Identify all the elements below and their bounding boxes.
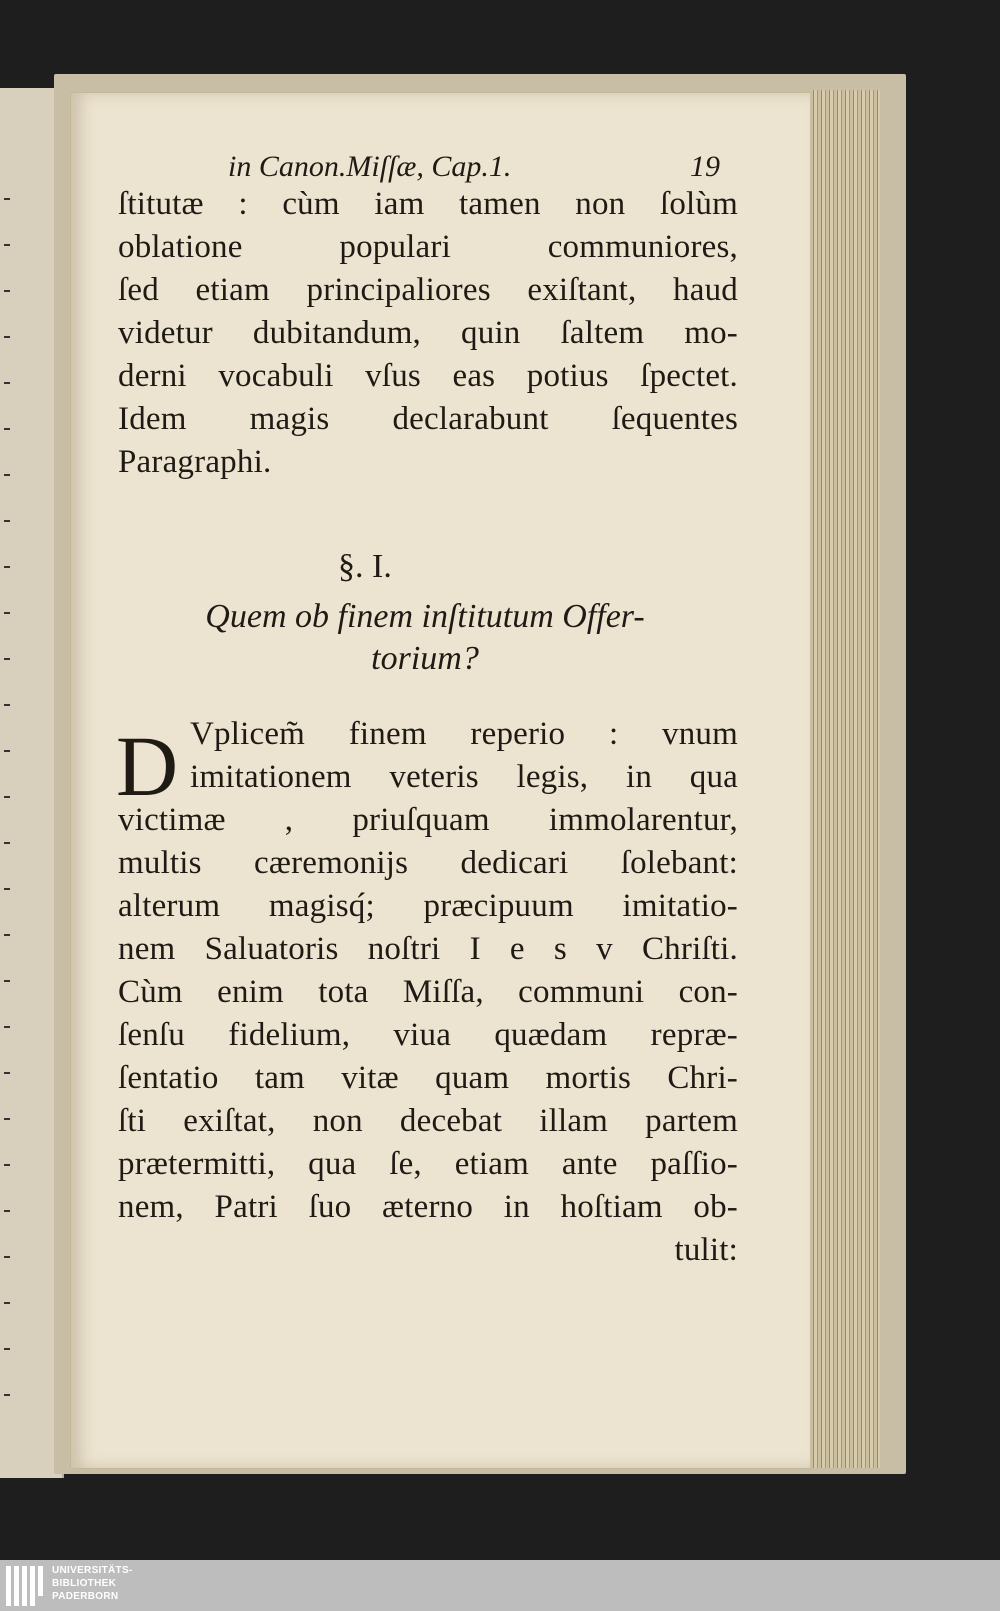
page-number: 19 — [690, 150, 720, 183]
text-line: Cùm enim tota Miſſa, communi con- — [118, 974, 738, 1010]
library-footer-bar — [0, 1560, 1000, 1611]
text-line: Paragraphi. — [118, 444, 272, 480]
text-line: alterum magisq́; præcipuum imitatio- — [118, 888, 738, 924]
section-number: §. I. — [338, 548, 392, 585]
page-stack-edges — [810, 90, 880, 1468]
running-title: in Canon.Miſſæ, Cap.1. — [228, 150, 512, 183]
text-line: Vplicem̃ finem reperio : vnum — [190, 716, 738, 752]
library-name: UNIVERSITÄTS- BIBLIOTHEK PADERBORN — [52, 1565, 133, 1602]
text-line: ſti exiſtat, non decebat illam partem — [118, 1103, 738, 1139]
catchword: tulit: — [674, 1232, 738, 1268]
section-heading-line-2: torium? — [371, 640, 479, 677]
text-line: derni vocabuli vſus eas potius ſpectet. — [118, 358, 738, 394]
text-line: oblatione populari communiores, — [118, 229, 738, 265]
text-line: videtur dubitandum, quin ſaltem mo- — [118, 315, 738, 351]
library-logo-icon — [6, 1566, 44, 1606]
running-header — [118, 150, 738, 190]
text-line: victimæ , priuſquam immolarentur, — [118, 802, 738, 838]
text-line: ſed etiam principaliores exiſtant, haud — [118, 272, 738, 308]
text-line: prætermitti, qua ſe, etiam ante paſſio- — [118, 1146, 738, 1182]
text-line: nem Saluatoris noſtri I e s v Chriſti. — [118, 931, 738, 967]
text-line: Idem magis declarabunt ſequentes — [118, 401, 738, 437]
text-line: ſenſu fidelium, viua quædam repræ- — [118, 1017, 738, 1053]
text-line: multis cæremonijs dedicari ſolebant: — [118, 845, 738, 881]
text-line: ſentatio tam vitæ quam mortis Chri- — [118, 1060, 738, 1096]
text-line: nem, Patri ſuo æterno in hoſtiam ob- — [118, 1189, 738, 1225]
text-line: ſtitutæ : cùm iam tamen non ſolùm — [118, 186, 738, 222]
drop-capital: D — [116, 718, 179, 814]
text-line: imitationem veteris legis, in qua — [190, 759, 738, 795]
section-heading-line-1: Quem ob finem inſtitutum Offer- — [205, 598, 645, 635]
previous-page-line-ends — [0, 198, 14, 1458]
